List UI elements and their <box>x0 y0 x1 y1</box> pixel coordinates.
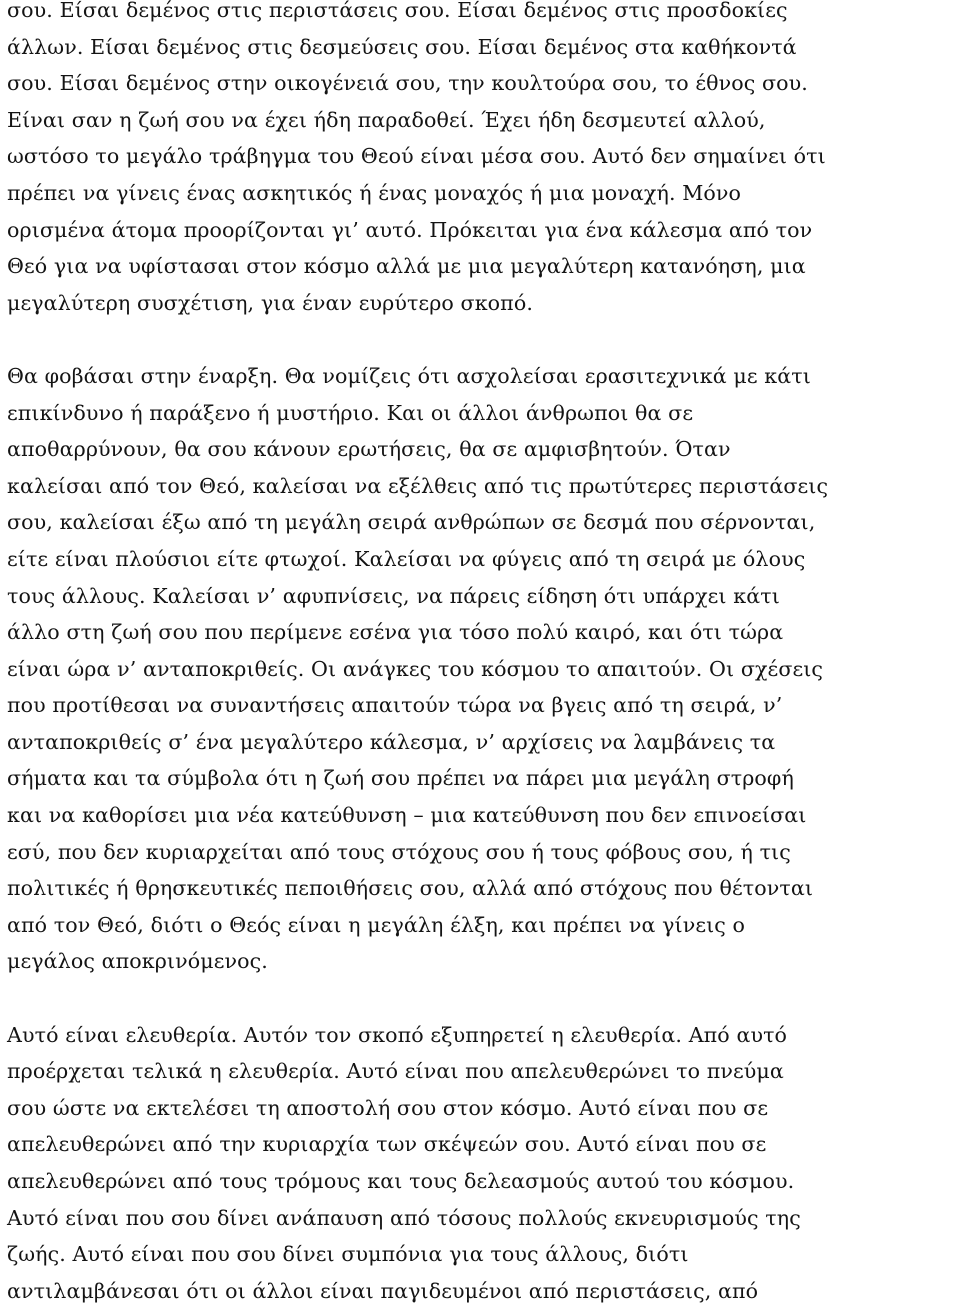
text-line: άλλο στη ζωή σου που περίμενε εσένα για τόσο πολύ καιρό, και ότι τώρα <box>7 620 784 645</box>
text-line: και να καθορίσει μια νέα κατεύθυνση – μια κατεύθυνση που δεν επινοείσαι <box>7 803 807 828</box>
text-line: τους άλλους. Καλείσαι ν’ αφυπνίσεις, να πάρεις είδηση ότι υπάρχει κάτι <box>7 583 780 608</box>
text-line: προέρχεται τελικά η ελευθερία. Αυτό είναι που απελευθερώνει το πνεύμα <box>7 1059 784 1084</box>
text-line: που προτίθεσαι να συναντήσεις απαιτούν τώρα να βγεις από τη σειρά, ν’ <box>7 693 783 718</box>
text-line: σου. Είσαι δεμένος στις περιστάσεις σου. Είσαι δεμένος στις προσδοκίες <box>7 0 788 22</box>
paragraph-1 <box>7 0 957 321</box>
text-line: εσύ, που δεν κυριαρχείται από τους στόχους σου ή τους φόβους σου, ή τις <box>7 839 791 864</box>
text-line: αντιλαμβάνεσαι ότι οι άλλοι είναι παγιδευμένοι από περιστάσεις, από <box>7 1278 759 1303</box>
text-line: Θα φοβάσαι στην έναρξη. Θα νομίζεις ότι ασχολείσαι ερασιτεχνικά με κάτι <box>7 363 811 388</box>
text-line: απελευθερώνει από τους τρόμους και τους δελεασμούς αυτού του κόσμου. <box>7 1169 795 1193</box>
text-line: είναι ώρα ν’ ανταποκριθείς. Οι ανάγκες του κόσμου το απαιτούν. Οι σχέσεις <box>7 656 824 681</box>
text-line: αποθαρρύνουν, θα σου κάνουν ερωτήσεις, θα σε αμφισβητούν. Όταν <box>7 437 731 462</box>
paragraph-2 <box>7 358 957 980</box>
text-line: επικίνδυνο ή παράξενο ή μυστήριο. Και οι άλλοι άνθρωποι θα σε <box>7 400 694 425</box>
text-line: Αυτό είναι ελευθερία. Αυτόν τον σκοπό εξυπηρετεί η ελευθερία. Από αυτό <box>7 1022 788 1047</box>
text-line: Αυτό είναι που σου δίνει ανάπαυση από τόσους πολλούς εκνευρισμούς της <box>7 1205 801 1230</box>
text-line: ωστόσο το μεγάλο τράβηγμα του Θεού είναι μέσα σου. Αυτό δεν σημαίνει ότι <box>7 144 826 169</box>
text-line: Είναι σαν η ζωή σου να έχει ήδη παραδοθεί. Έχει ήδη δεσμευτεί αλλού, <box>7 107 766 132</box>
text-line: καλείσαι από τον Θεό, καλείσαι να εξέλθεις από τις πρωτύτερες περιστάσεις <box>7 473 829 498</box>
text-line: ζωής. Αυτό είναι που σου δίνει συμπόνια για τους άλλους, διότι <box>7 1242 689 1267</box>
text-line: σου ώστε να εκτελέσει τη αποστολή σου στον κόσμο. Αυτό είναι που σε <box>7 1095 769 1120</box>
text-line: σήματα και τα σύμβολα ότι η ζωή σου πρέπει να πάρει μια μεγάλη στροφή <box>7 766 794 791</box>
text-line: Θεό για να υφίστασαι στον κόσμο αλλά με μια μεγαλύτερη κατανόηση, μια <box>7 254 806 279</box>
text-line: σου. Είσαι δεμένος στην οικογένειά σου, την κουλτούρα σου, το έθνος σου. <box>7 71 808 96</box>
text-line: απελευθερώνει από την κυριαρχία των σκέψεών σου. Αυτό είναι που σε <box>7 1132 767 1157</box>
text-line: άλλων. Είσαι δεμένος στις δεσμεύσεις σου. Είσαι δεμένος στα καθήκοντά <box>7 34 797 59</box>
text-line: σου, καλείσαι έξω από τη μεγάλη σειρά ανθρώπων σε δεσμά που σέρνονται, <box>7 510 816 535</box>
text-line: είτε είναι πλούσιοι είτε φτωχοί. Καλείσαι να φύγεις από τη σειρά με όλους <box>7 546 806 571</box>
text-line: πρέπει να γίνεις ένας ασκητικός ή ένας μοναχός ή μια μοναχή. Μόνο <box>7 180 742 205</box>
text-line: μεγαλύτερη συσχέτιση, για έναν ευρύτερο σκοπό. <box>7 290 533 315</box>
paragraph-3 <box>7 1017 957 1309</box>
text-line: ανταποκριθείς σ’ ένα μεγαλύτερο κάλεσμα, ν’ αρχίσεις να λαμβάνεις τα <box>7 729 776 754</box>
text-line: από τον Θεό, διότι ο Θεός είναι η μεγάλη έλξη, και πρέπει να γίνεις ο <box>7 912 746 937</box>
text-line: μεγάλος αποκρινόμενος. <box>7 949 268 974</box>
text-line: ορισμένα άτομα προορίζονται γι’ αυτό. Πρόκειται για ένα κάλεσμα από τον <box>7 217 813 242</box>
document-page <box>7 0 957 1309</box>
text-line: πολιτικές ή θρησκευτικές πεποιθήσεις σου, αλλά από στόχους που θέτονται <box>7 876 814 901</box>
